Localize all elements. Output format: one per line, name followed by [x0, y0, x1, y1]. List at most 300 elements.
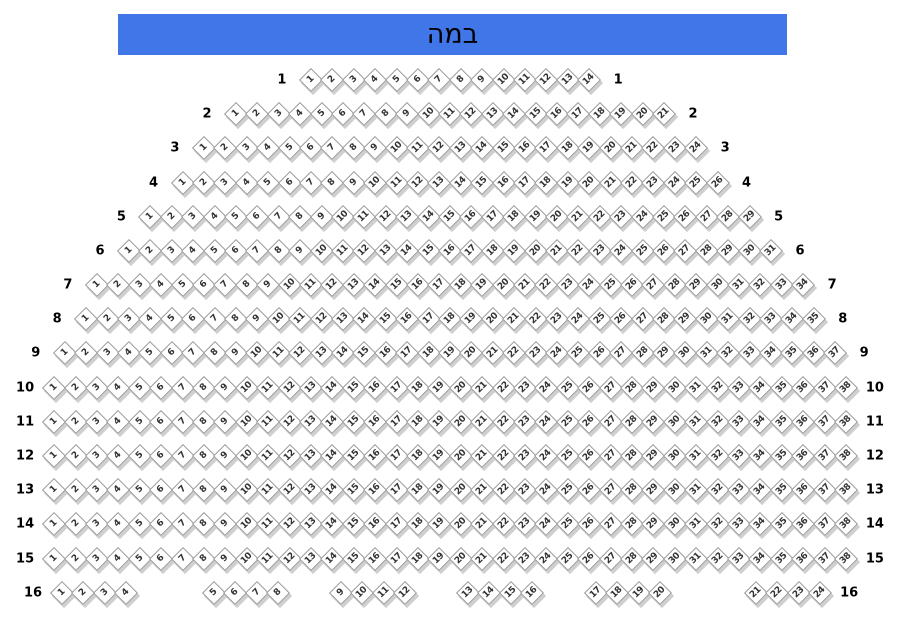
seat-row12-16[interactable]	[364, 445, 386, 467]
seat-row4-8[interactable]	[321, 172, 343, 194]
seat-row4-26[interactable]	[707, 172, 729, 194]
seat-row12-24[interactable]	[535, 445, 557, 467]
seat-row14-8[interactable]	[193, 513, 215, 535]
seat-row10-25[interactable]	[557, 377, 579, 399]
seat-row1-6[interactable]	[407, 69, 429, 91]
seat-row2-11[interactable]	[439, 103, 461, 125]
seat-row7-13[interactable]	[343, 274, 365, 296]
seat-row10-32[interactable]	[707, 377, 729, 399]
seat-row6-4[interactable]	[182, 240, 204, 262]
seat-row14-10[interactable]	[236, 513, 258, 535]
seat-row15-20[interactable]	[450, 548, 472, 570]
seat-row11-38[interactable]	[835, 411, 857, 433]
seat-row8-30[interactable]	[696, 308, 718, 330]
seat-row1-7[interactable]	[428, 69, 450, 91]
seat-row8-7[interactable]	[204, 308, 226, 330]
seat-row9-21[interactable]	[482, 342, 504, 364]
seat-row6-19[interactable]	[503, 240, 525, 262]
seat-row11-15[interactable]	[343, 411, 365, 433]
seat-row16-10[interactable]	[351, 582, 373, 604]
seat-row2-12[interactable]	[460, 103, 482, 125]
seat-row7-21[interactable]	[514, 274, 536, 296]
seat-row14-20[interactable]	[450, 513, 472, 535]
seat-row15-21[interactable]	[471, 548, 493, 570]
seat-row10-11[interactable]	[257, 377, 279, 399]
seat-row9-28[interactable]	[632, 342, 654, 364]
seat-row2-16[interactable]	[546, 103, 568, 125]
seat-row6-8[interactable]	[268, 240, 290, 262]
seat-row7-6[interactable]	[193, 274, 215, 296]
seat-row13-9[interactable]	[214, 479, 236, 501]
seat-row3-1[interactable]	[193, 137, 215, 159]
seat-row13-10[interactable]	[236, 479, 258, 501]
seat-row11-33[interactable]	[728, 411, 750, 433]
seat-row3-12[interactable]	[428, 137, 450, 159]
seat-row5-11[interactable]	[353, 206, 375, 228]
seat-row8-26[interactable]	[610, 308, 632, 330]
seat-row11-12[interactable]	[279, 411, 301, 433]
seat-row10-23[interactable]	[514, 377, 536, 399]
seat-row11-11[interactable]	[257, 411, 279, 433]
seat-row10-33[interactable]	[728, 377, 750, 399]
seat-row1-4[interactable]	[364, 69, 386, 91]
seat-row6-22[interactable]	[567, 240, 589, 262]
seat-row6-25[interactable]	[632, 240, 654, 262]
seat-row11-1[interactable]	[43, 411, 65, 433]
seat-row12-9[interactable]	[214, 445, 236, 467]
seat-row13-22[interactable]	[493, 479, 515, 501]
seat-row13-13[interactable]	[300, 479, 322, 501]
seat-row5-13[interactable]	[396, 206, 418, 228]
seat-row13-29[interactable]	[642, 479, 664, 501]
seat-row5-21[interactable]	[567, 206, 589, 228]
seat-row9-1[interactable]	[54, 342, 76, 364]
seat-row12-36[interactable]	[792, 445, 814, 467]
seat-row6-23[interactable]	[589, 240, 611, 262]
seat-row10-36[interactable]	[792, 377, 814, 399]
seat-row5-23[interactable]	[610, 206, 632, 228]
seat-row3-9[interactable]	[364, 137, 386, 159]
seat-row6-20[interactable]	[525, 240, 547, 262]
seat-row6-21[interactable]	[546, 240, 568, 262]
seat-row15-12[interactable]	[279, 548, 301, 570]
seat-row7-31[interactable]	[728, 274, 750, 296]
seat-row5-8[interactable]	[289, 206, 311, 228]
seat-row11-26[interactable]	[578, 411, 600, 433]
seat-row16-24[interactable]	[809, 582, 831, 604]
seat-row6-6[interactable]	[225, 240, 247, 262]
seat-row10-34[interactable]	[749, 377, 771, 399]
seat-row9-13[interactable]	[311, 342, 333, 364]
seat-row16-8[interactable]	[267, 582, 289, 604]
seat-row15-7[interactable]	[172, 548, 194, 570]
seat-row9-8[interactable]	[204, 342, 226, 364]
seat-row3-19[interactable]	[578, 137, 600, 159]
seat-row14-15[interactable]	[343, 513, 365, 535]
seat-row2-17[interactable]	[567, 103, 589, 125]
seat-row15-26[interactable]	[578, 548, 600, 570]
seat-row13-20[interactable]	[450, 479, 472, 501]
seat-row13-31[interactable]	[685, 479, 707, 501]
seat-row13-5[interactable]	[129, 479, 151, 501]
seat-row6-1[interactable]	[118, 240, 140, 262]
seat-row13-33[interactable]	[728, 479, 750, 501]
seat-row3-21[interactable]	[621, 137, 643, 159]
seat-row7-10[interactable]	[279, 274, 301, 296]
seat-row7-1[interactable]	[86, 274, 108, 296]
seat-row7-24[interactable]	[578, 274, 600, 296]
seat-row2-10[interactable]	[418, 103, 440, 125]
seat-row9-23[interactable]	[525, 342, 547, 364]
seat-row3-23[interactable]	[664, 137, 686, 159]
seat-row9-22[interactable]	[503, 342, 525, 364]
seat-row15-14[interactable]	[321, 548, 343, 570]
seat-row10-9[interactable]	[214, 377, 236, 399]
seat-row8-27[interactable]	[632, 308, 654, 330]
seat-row4-13[interactable]	[428, 172, 450, 194]
seat-row10-28[interactable]	[621, 377, 643, 399]
seat-row2-2[interactable]	[246, 103, 268, 125]
seat-row12-38[interactable]	[835, 445, 857, 467]
seat-row7-4[interactable]	[150, 274, 172, 296]
seat-row4-20[interactable]	[578, 172, 600, 194]
seat-row12-32[interactable]	[707, 445, 729, 467]
seat-row7-7[interactable]	[214, 274, 236, 296]
seat-row13-17[interactable]	[386, 479, 408, 501]
seat-row9-31[interactable]	[696, 342, 718, 364]
seat-row16-3[interactable]	[94, 582, 116, 604]
seat-row14-26[interactable]	[578, 513, 600, 535]
seat-row16-19[interactable]	[628, 582, 650, 604]
seat-row14-19[interactable]	[428, 513, 450, 535]
seat-row15-22[interactable]	[493, 548, 515, 570]
seat-row12-27[interactable]	[600, 445, 622, 467]
seat-row4-6[interactable]	[279, 172, 301, 194]
seat-row4-25[interactable]	[685, 172, 707, 194]
seat-row11-7[interactable]	[172, 411, 194, 433]
seat-row5-2[interactable]	[161, 206, 183, 228]
seat-row12-17[interactable]	[386, 445, 408, 467]
seat-row5-19[interactable]	[525, 206, 547, 228]
seat-row1-14[interactable]	[578, 69, 600, 91]
seat-row12-19[interactable]	[428, 445, 450, 467]
seat-row6-18[interactable]	[482, 240, 504, 262]
seat-row5-20[interactable]	[546, 206, 568, 228]
seat-row7-34[interactable]	[792, 274, 814, 296]
seat-row11-5[interactable]	[129, 411, 151, 433]
seat-row8-31[interactable]	[717, 308, 739, 330]
seat-row4-4[interactable]	[236, 172, 258, 194]
seat-row8-15[interactable]	[375, 308, 397, 330]
seat-row7-9[interactable]	[257, 274, 279, 296]
seat-row8-4[interactable]	[139, 308, 161, 330]
seat-row15-10[interactable]	[236, 548, 258, 570]
seat-row9-25[interactable]	[567, 342, 589, 364]
seat-row10-21[interactable]	[471, 377, 493, 399]
seat-row11-27[interactable]	[600, 411, 622, 433]
seat-row15-5[interactable]	[129, 548, 151, 570]
seat-row5-3[interactable]	[182, 206, 204, 228]
seat-row8-35[interactable]	[803, 308, 825, 330]
seat-row15-19[interactable]	[428, 548, 450, 570]
seat-row13-11[interactable]	[257, 479, 279, 501]
seat-row5-10[interactable]	[332, 206, 354, 228]
seat-row15-32[interactable]	[707, 548, 729, 570]
seat-row4-10[interactable]	[364, 172, 386, 194]
seat-row8-6[interactable]	[182, 308, 204, 330]
seat-row14-34[interactable]	[749, 513, 771, 535]
seat-row7-28[interactable]	[664, 274, 686, 296]
seat-row16-22[interactable]	[766, 582, 788, 604]
seat-row11-31[interactable]	[685, 411, 707, 433]
seat-row14-25[interactable]	[557, 513, 579, 535]
seat-row7-16[interactable]	[407, 274, 429, 296]
seat-row13-1[interactable]	[43, 479, 65, 501]
seat-row8-5[interactable]	[161, 308, 183, 330]
seat-row3-5[interactable]	[279, 137, 301, 159]
seat-row11-17[interactable]	[386, 411, 408, 433]
seat-row10-8[interactable]	[193, 377, 215, 399]
seat-row16-16[interactable]	[521, 582, 543, 604]
seat-row5-17[interactable]	[482, 206, 504, 228]
seat-row9-19[interactable]	[439, 342, 461, 364]
seat-row10-26[interactable]	[578, 377, 600, 399]
seat-row5-12[interactable]	[375, 206, 397, 228]
seat-row14-5[interactable]	[129, 513, 151, 535]
seat-row12-5[interactable]	[129, 445, 151, 467]
seat-row12-12[interactable]	[279, 445, 301, 467]
seat-row8-14[interactable]	[353, 308, 375, 330]
seat-row12-21[interactable]	[471, 445, 493, 467]
seat-row9-20[interactable]	[460, 342, 482, 364]
seat-row5-24[interactable]	[632, 206, 654, 228]
seat-row15-16[interactable]	[364, 548, 386, 570]
seat-row13-19[interactable]	[428, 479, 450, 501]
seat-row5-16[interactable]	[460, 206, 482, 228]
seat-row15-2[interactable]	[65, 548, 87, 570]
seat-row11-8[interactable]	[193, 411, 215, 433]
seat-row11-4[interactable]	[107, 411, 129, 433]
seat-row14-33[interactable]	[728, 513, 750, 535]
seat-row13-23[interactable]	[514, 479, 536, 501]
seat-row9-4[interactable]	[118, 342, 140, 364]
seat-row13-25[interactable]	[557, 479, 579, 501]
seat-row15-37[interactable]	[814, 548, 836, 570]
seat-row14-2[interactable]	[65, 513, 87, 535]
seat-row14-29[interactable]	[642, 513, 664, 535]
seat-row12-15[interactable]	[343, 445, 365, 467]
seat-row7-2[interactable]	[107, 274, 129, 296]
seat-row14-28[interactable]	[621, 513, 643, 535]
seat-row8-18[interactable]	[439, 308, 461, 330]
seat-row6-17[interactable]	[460, 240, 482, 262]
seat-row8-32[interactable]	[739, 308, 761, 330]
seat-row3-14[interactable]	[471, 137, 493, 159]
seat-row7-27[interactable]	[642, 274, 664, 296]
seat-row3-7[interactable]	[321, 137, 343, 159]
seat-row13-34[interactable]	[749, 479, 771, 501]
seat-row4-5[interactable]	[257, 172, 279, 194]
seat-row3-22[interactable]	[642, 137, 664, 159]
seat-row10-19[interactable]	[428, 377, 450, 399]
seat-row14-3[interactable]	[86, 513, 108, 535]
seat-row11-9[interactable]	[214, 411, 236, 433]
seat-row1-10[interactable]	[493, 69, 515, 91]
seat-row10-15[interactable]	[343, 377, 365, 399]
seat-row15-6[interactable]	[150, 548, 172, 570]
seat-row15-25[interactable]	[557, 548, 579, 570]
seat-row3-6[interactable]	[300, 137, 322, 159]
seat-row13-4[interactable]	[107, 479, 129, 501]
seat-row6-28[interactable]	[696, 240, 718, 262]
seat-row15-29[interactable]	[642, 548, 664, 570]
seat-row11-21[interactable]	[471, 411, 493, 433]
seat-row6-13[interactable]	[375, 240, 397, 262]
seat-row2-14[interactable]	[503, 103, 525, 125]
seat-row14-16[interactable]	[364, 513, 386, 535]
seat-row8-33[interactable]	[760, 308, 782, 330]
seat-row10-22[interactable]	[493, 377, 515, 399]
seat-row8-34[interactable]	[781, 308, 803, 330]
seat-row12-35[interactable]	[771, 445, 793, 467]
seat-row4-21[interactable]	[600, 172, 622, 194]
seat-row4-18[interactable]	[535, 172, 557, 194]
seat-row13-12[interactable]	[279, 479, 301, 501]
seat-row12-13[interactable]	[300, 445, 322, 467]
seat-row9-14[interactable]	[332, 342, 354, 364]
seat-row14-17[interactable]	[386, 513, 408, 535]
seat-row4-3[interactable]	[214, 172, 236, 194]
seat-row9-3[interactable]	[97, 342, 119, 364]
seat-row16-14[interactable]	[478, 582, 500, 604]
seat-row7-25[interactable]	[600, 274, 622, 296]
seat-row16-18[interactable]	[606, 582, 628, 604]
seat-row13-8[interactable]	[193, 479, 215, 501]
seat-row13-36[interactable]	[792, 479, 814, 501]
seat-row2-8[interactable]	[375, 103, 397, 125]
seat-row3-24[interactable]	[685, 137, 707, 159]
seat-row14-11[interactable]	[257, 513, 279, 535]
seat-row9-30[interactable]	[674, 342, 696, 364]
seat-row1-1[interactable]	[300, 69, 322, 91]
seat-row15-15[interactable]	[343, 548, 365, 570]
seat-row2-21[interactable]	[653, 103, 675, 125]
seat-row8-25[interactable]	[589, 308, 611, 330]
seat-row6-27[interactable]	[674, 240, 696, 262]
seat-row5-5[interactable]	[225, 206, 247, 228]
seat-row9-18[interactable]	[418, 342, 440, 364]
seat-row13-28[interactable]	[621, 479, 643, 501]
seat-row2-7[interactable]	[353, 103, 375, 125]
seat-row9-36[interactable]	[803, 342, 825, 364]
seat-row16-11[interactable]	[373, 582, 395, 604]
seat-row1-13[interactable]	[557, 69, 579, 91]
seat-row1-9[interactable]	[471, 69, 493, 91]
seat-row3-10[interactable]	[386, 137, 408, 159]
seat-row15-38[interactable]	[835, 548, 857, 570]
seat-row7-3[interactable]	[129, 274, 151, 296]
seat-row14-22[interactable]	[493, 513, 515, 535]
seat-row9-7[interactable]	[182, 342, 204, 364]
seat-row9-2[interactable]	[75, 342, 97, 364]
seat-row11-14[interactable]	[321, 411, 343, 433]
seat-row14-9[interactable]	[214, 513, 236, 535]
seat-row16-15[interactable]	[500, 582, 522, 604]
seat-row10-1[interactable]	[43, 377, 65, 399]
seat-row13-21[interactable]	[471, 479, 493, 501]
seat-row2-9[interactable]	[396, 103, 418, 125]
seat-row6-2[interactable]	[139, 240, 161, 262]
seat-row6-29[interactable]	[717, 240, 739, 262]
seat-row8-21[interactable]	[503, 308, 525, 330]
seat-row5-27[interactable]	[696, 206, 718, 228]
seat-row11-36[interactable]	[792, 411, 814, 433]
seat-row14-21[interactable]	[471, 513, 493, 535]
seat-row12-33[interactable]	[728, 445, 750, 467]
seat-row5-4[interactable]	[204, 206, 226, 228]
seat-row14-7[interactable]	[172, 513, 194, 535]
seat-row9-9[interactable]	[225, 342, 247, 364]
seat-row16-7[interactable]	[246, 582, 268, 604]
seat-row14-6[interactable]	[150, 513, 172, 535]
seat-row12-23[interactable]	[514, 445, 536, 467]
seat-row16-12[interactable]	[394, 582, 416, 604]
seat-row15-1[interactable]	[43, 548, 65, 570]
seat-row16-20[interactable]	[649, 582, 671, 604]
seat-row15-11[interactable]	[257, 548, 279, 570]
seat-row10-13[interactable]	[300, 377, 322, 399]
seat-row3-2[interactable]	[214, 137, 236, 159]
seat-row3-3[interactable]	[236, 137, 258, 159]
seat-row12-37[interactable]	[814, 445, 836, 467]
seat-row12-34[interactable]	[749, 445, 771, 467]
seat-row14-23[interactable]	[514, 513, 536, 535]
seat-row14-30[interactable]	[664, 513, 686, 535]
seat-row10-12[interactable]	[279, 377, 301, 399]
seat-row5-15[interactable]	[439, 206, 461, 228]
seat-row13-27[interactable]	[600, 479, 622, 501]
seat-row10-35[interactable]	[771, 377, 793, 399]
seat-row3-11[interactable]	[407, 137, 429, 159]
seat-row15-4[interactable]	[107, 548, 129, 570]
seat-row14-37[interactable]	[814, 513, 836, 535]
seat-row10-4[interactable]	[107, 377, 129, 399]
seat-row12-18[interactable]	[407, 445, 429, 467]
seat-row15-24[interactable]	[535, 548, 557, 570]
seat-row14-4[interactable]	[107, 513, 129, 535]
seat-row2-15[interactable]	[525, 103, 547, 125]
seat-row11-2[interactable]	[65, 411, 87, 433]
seat-row8-23[interactable]	[546, 308, 568, 330]
seat-row7-18[interactable]	[450, 274, 472, 296]
seat-row6-26[interactable]	[653, 240, 675, 262]
seat-row13-32[interactable]	[707, 479, 729, 501]
seat-row13-14[interactable]	[321, 479, 343, 501]
seat-row6-5[interactable]	[204, 240, 226, 262]
seat-row8-13[interactable]	[332, 308, 354, 330]
seat-row6-14[interactable]	[396, 240, 418, 262]
seat-row8-16[interactable]	[396, 308, 418, 330]
seat-row5-14[interactable]	[418, 206, 440, 228]
seat-row9-10[interactable]	[246, 342, 268, 364]
seat-row11-29[interactable]	[642, 411, 664, 433]
seat-row5-22[interactable]	[589, 206, 611, 228]
seat-row15-17[interactable]	[386, 548, 408, 570]
seat-row13-18[interactable]	[407, 479, 429, 501]
seat-row10-37[interactable]	[814, 377, 836, 399]
seat-row6-31[interactable]	[760, 240, 782, 262]
seat-row8-10[interactable]	[268, 308, 290, 330]
